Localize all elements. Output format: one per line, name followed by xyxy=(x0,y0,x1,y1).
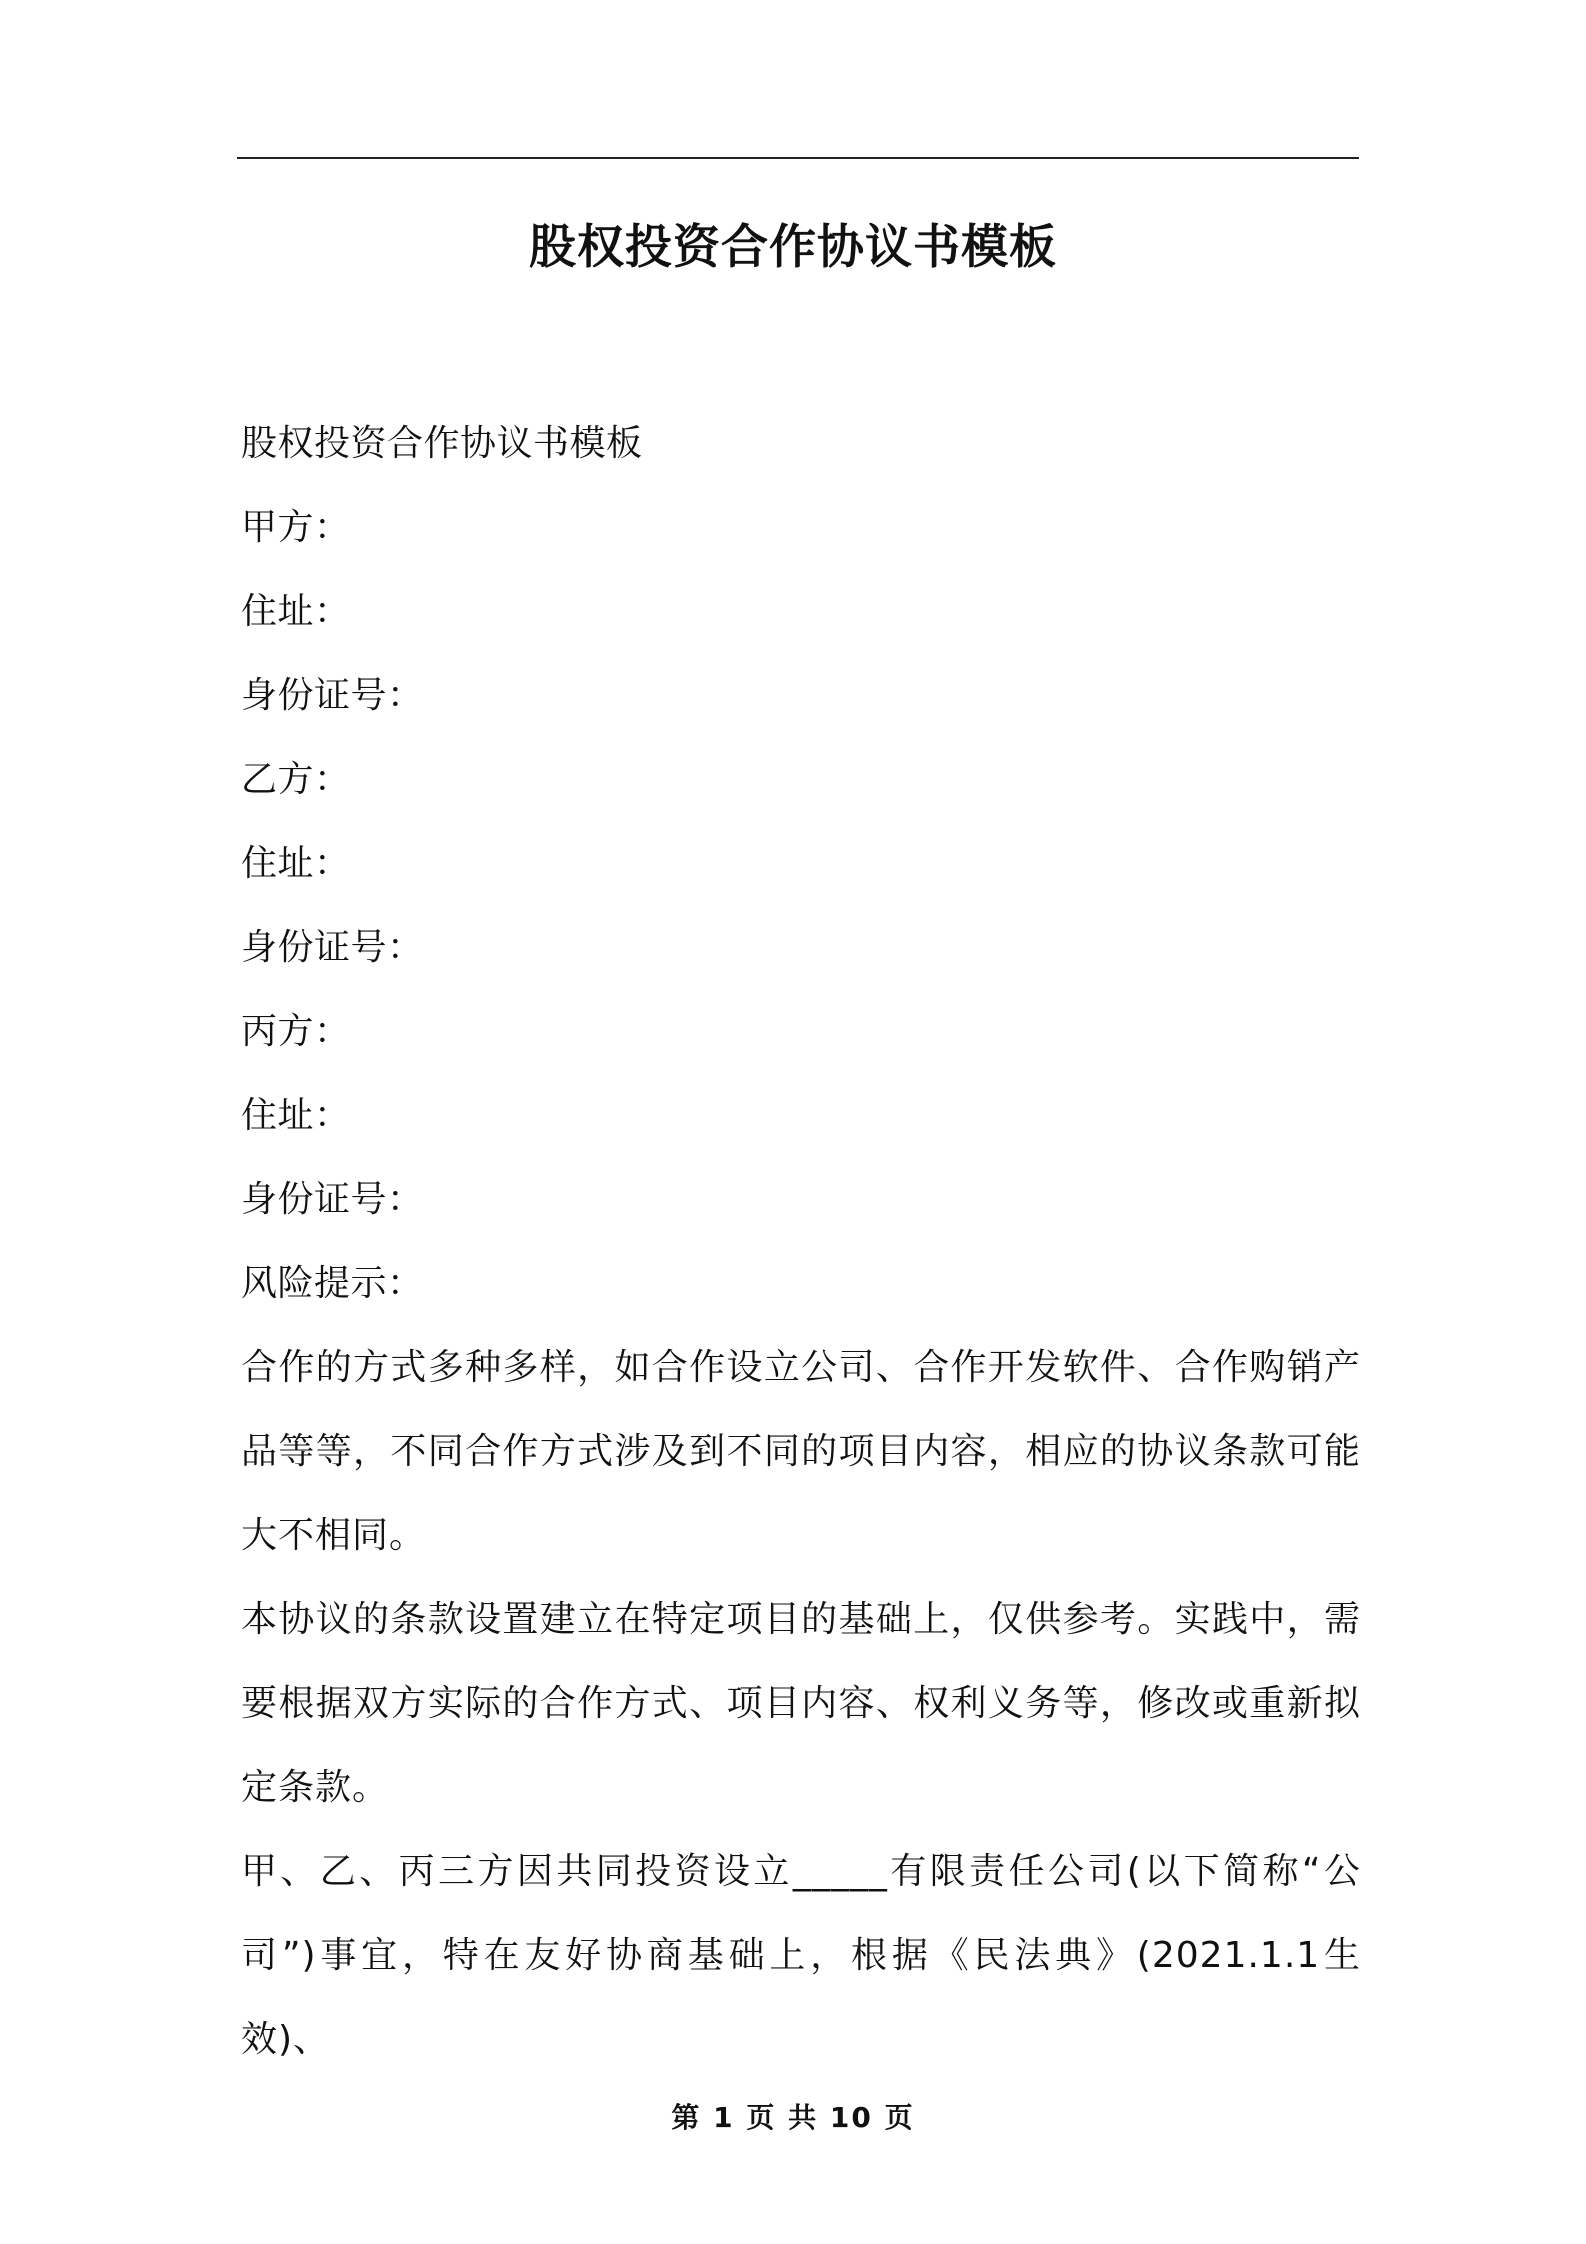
party-c-id-label: 身份证号： xyxy=(241,1179,424,1220)
party-a-address-label: 住址： xyxy=(241,591,351,632)
party-c-address-label: 住址： xyxy=(241,1095,351,1136)
paragraph-cooperation-methods: 合作的方式多种多样，如合作设立公司、合作开发软件、合作购销产品等等，不同合作方式涉及到不同的项目内容，相应的协议条款可能大不相同。 xyxy=(241,1347,1361,1556)
party-c-label: 丙方： xyxy=(241,1011,351,1052)
document-body xyxy=(241,402,1361,2082)
risk-notice-label: 风险提示： xyxy=(241,1263,424,1304)
header-rule xyxy=(237,157,1359,159)
party-b-id-label: 身份证号： xyxy=(241,927,424,968)
party-a-id-label: 身份证号： xyxy=(241,675,424,716)
page-number-footer: 第 1 页 共 10 页 xyxy=(671,2101,915,2134)
party-a-label: 甲方： xyxy=(241,507,351,548)
subtitle-line: 股权投资合作协议书模板 xyxy=(241,423,643,464)
party-b-label: 乙方： xyxy=(241,759,351,800)
party-b-address-label: 住址： xyxy=(241,843,351,884)
paragraph-joint-investment: 甲、乙、丙三方因共同投资设立_____有限责任公司(以下简称“公司”)事宜，特在友好协商基础上，根据《民法典》(2021.1.1生效)、 xyxy=(241,1851,1361,2060)
paragraph-terms-reference: 本协议的条款设置建立在特定项目的基础上，仅供参考。实践中，需要根据双方实际的合作方式、项目内容、权利义务等，修改或重新拟定条款。 xyxy=(241,1599,1361,1808)
document-title: 股权投资合作协议书模板 xyxy=(529,220,1057,275)
